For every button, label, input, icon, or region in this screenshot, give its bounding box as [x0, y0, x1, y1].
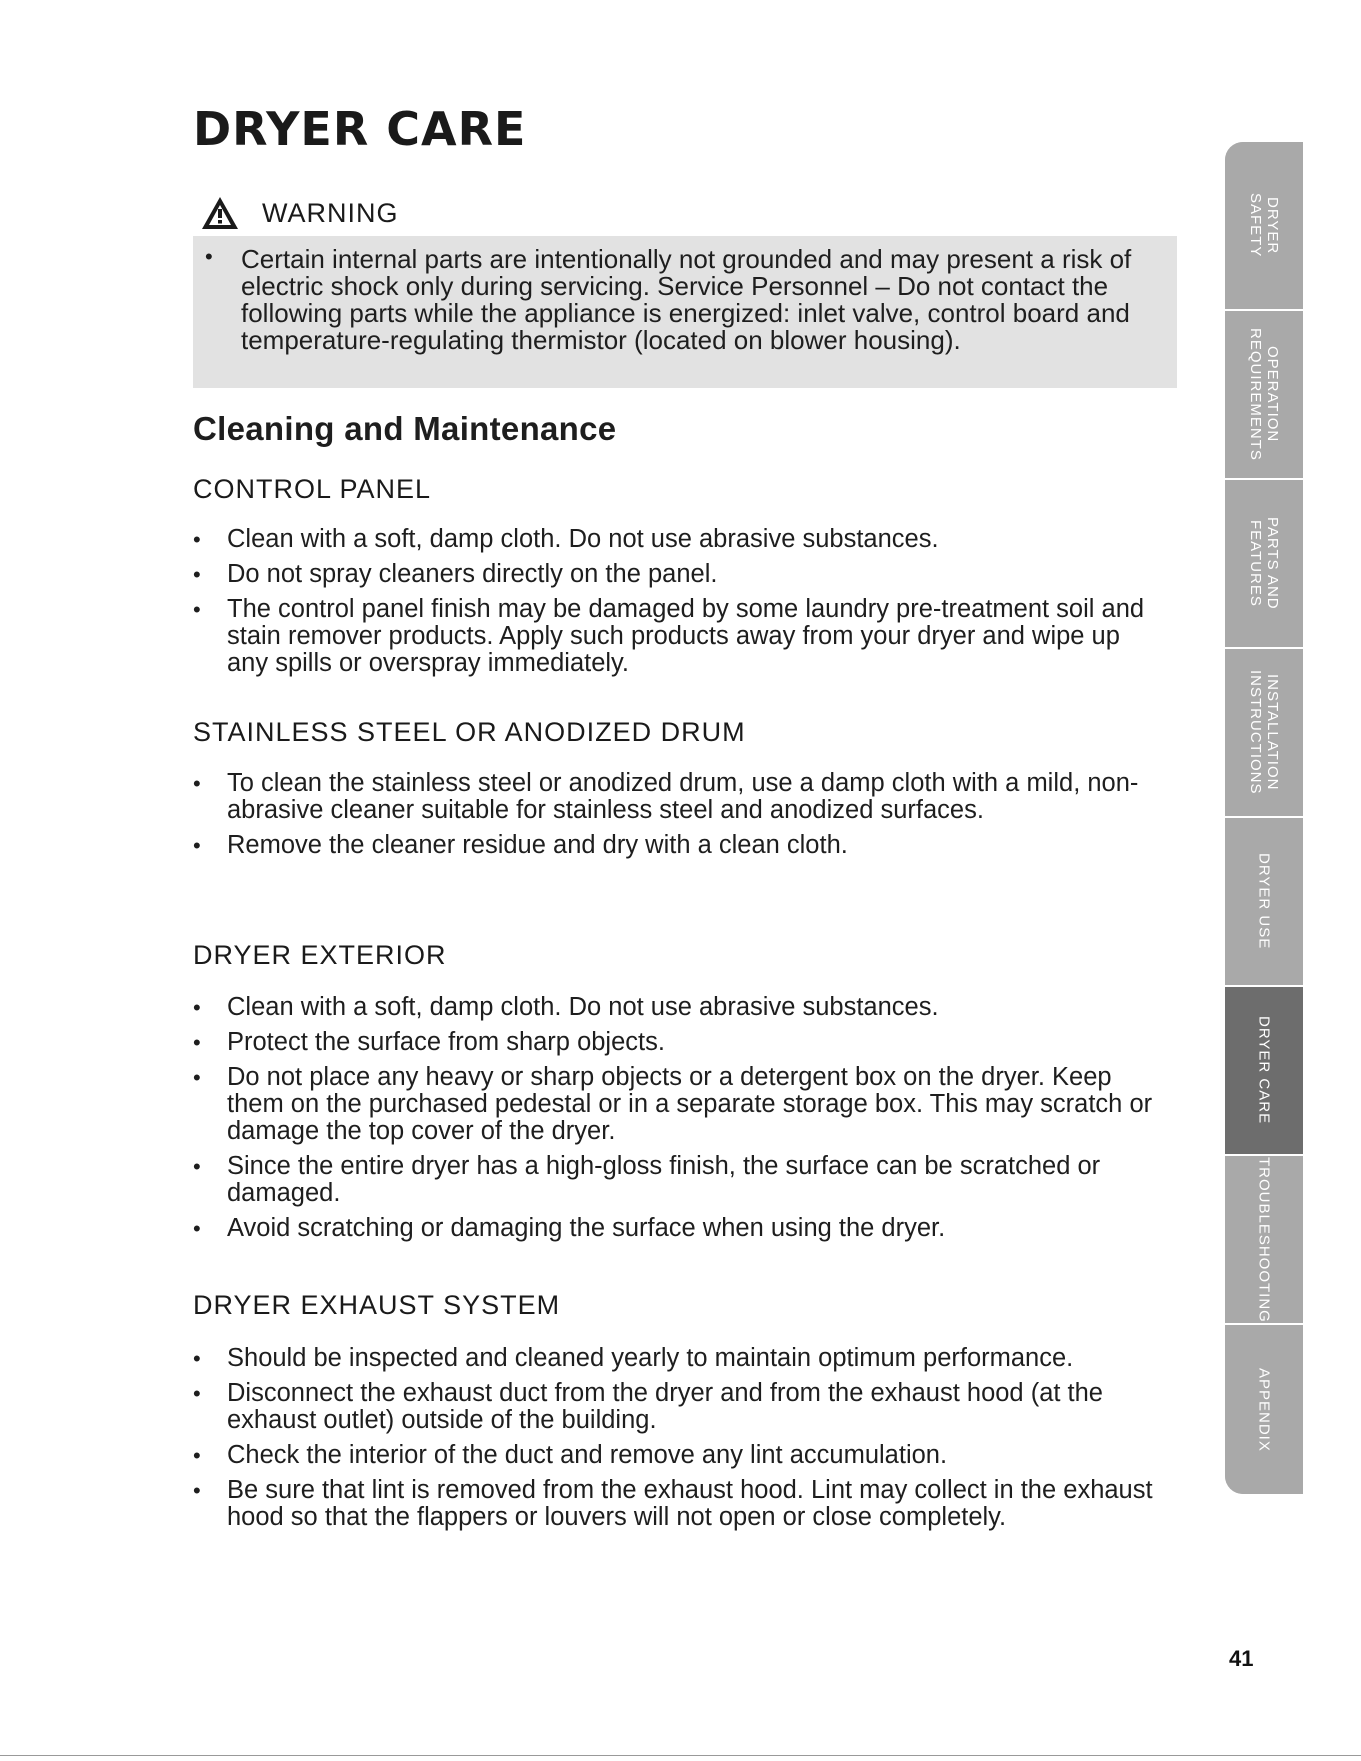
- warning-box: [193, 236, 1177, 388]
- page-number: 41: [1229, 1646, 1254, 1671]
- tab-label: DRYER CARE: [1255, 1016, 1273, 1125]
- tab-label: APPENDIX: [1255, 1367, 1273, 1452]
- list-item: • Do not place any heavy or sharp objects or a detergent box on the dryer. Keep them on the purchased pedestal or in a separate storage box. This may scratch or damage the top cover of the dryer.: [193, 1064, 1153, 1145]
- list-item: • The control panel finish may be damaged by some laundry pre-treatment soil and stain remover products. Apply such products away from your dryer and wipe up any spills or overspray immediately.: [193, 596, 1153, 677]
- bullet-icon: •: [205, 244, 213, 269]
- tab-dryer-use[interactable]: [1225, 818, 1303, 987]
- tab-troubleshooting[interactable]: [1225, 1156, 1303, 1325]
- warning-triangle-icon: [200, 195, 240, 231]
- subsection-heading-exhaust: DRYER EXHAUST SYSTEM: [193, 1290, 561, 1320]
- list-item: • Since the entire dryer has a high-gloss finish, the surface can be scratched or damaged.: [193, 1153, 1153, 1207]
- tab-dryer-safety[interactable]: [1225, 142, 1303, 311]
- list-item: • Protect the surface from sharp objects.: [193, 1029, 1153, 1056]
- tab-appendix[interactable]: [1225, 1325, 1303, 1494]
- tab-label: INSTALLATION INSTRUCTIONS: [1247, 670, 1281, 795]
- list-item: • Check the interior of the duct and remove any lint accumulation.: [193, 1442, 1183, 1469]
- page-title: DRYER CARE: [193, 102, 527, 156]
- list-item: • To clean the stainless steel or anodized drum, use a damp cloth with a mild, non-abrasive cleaner suitable for stainless steel and anodized surfaces.: [193, 770, 1153, 824]
- section-title: Cleaning and Maintenance: [193, 410, 617, 447]
- tab-label: OPERATION REQUIREMENTS: [1247, 328, 1281, 461]
- subsection-heading-drum: STAINLESS STEEL OR ANODIZED DRUM: [193, 717, 746, 747]
- tab-parts-and-features[interactable]: [1225, 480, 1303, 649]
- list-item: • Remove the cleaner residue and dry with a clean cloth.: [193, 832, 1153, 859]
- subsection-heading-control-panel: CONTROL PANEL: [193, 474, 432, 504]
- list-item: • Clean with a soft, damp cloth. Do not use abrasive substances.: [193, 994, 1153, 1021]
- tab-dryer-care[interactable]: [1225, 987, 1303, 1156]
- tab-label: DRYER USE: [1255, 853, 1273, 950]
- subsection-heading-exterior: DRYER EXTERIOR: [193, 940, 447, 970]
- bottom-divider: [0, 1755, 1361, 1756]
- tab-operation-requirements[interactable]: [1225, 311, 1303, 480]
- list-item: • Should be inspected and cleaned yearly to maintain optimum performance.: [193, 1345, 1183, 1372]
- exhaust-list: [193, 1345, 1183, 1539]
- warning-text: Certain internal parts are intentionally not grounded and may present a risk of electric shock only during servicing. Service Personnel – Do not contact the following parts while the appliance is energized: inlet valve, control board and temperature-regulating thermistor (located on blower housing).: [241, 244, 1132, 355]
- tab-label: PARTS AND FEATURES: [1247, 517, 1281, 610]
- list-item: • Be sure that lint is removed from the exhaust hood. Lint may collect in the exhaust hood so that the flappers or louvers will not open or close completely.: [193, 1477, 1183, 1531]
- tab-label: TROUBLESHOOTING: [1255, 1156, 1273, 1323]
- drum-list: [193, 770, 1153, 867]
- list-item: • Clean with a soft, damp cloth. Do not use abrasive substances.: [193, 526, 1153, 553]
- warning-label: WARNING: [262, 197, 399, 228]
- tab-installation-instructions[interactable]: [1225, 649, 1303, 818]
- exterior-list: [193, 994, 1153, 1250]
- control-panel-list: [193, 526, 1153, 685]
- list-item: • Do not spray cleaners directly on the panel.: [193, 561, 1153, 588]
- section-tabs: [1225, 142, 1303, 1494]
- tab-label: DRYER SAFETY: [1247, 193, 1281, 258]
- list-item: • Disconnect the exhaust duct from the dryer and from the exhaust hood (at the exhaust outlet) outside of the building.: [193, 1380, 1183, 1434]
- list-item: • Avoid scratching or damaging the surface when using the dryer.: [193, 1215, 1153, 1242]
- warning-heading: [200, 193, 399, 233]
